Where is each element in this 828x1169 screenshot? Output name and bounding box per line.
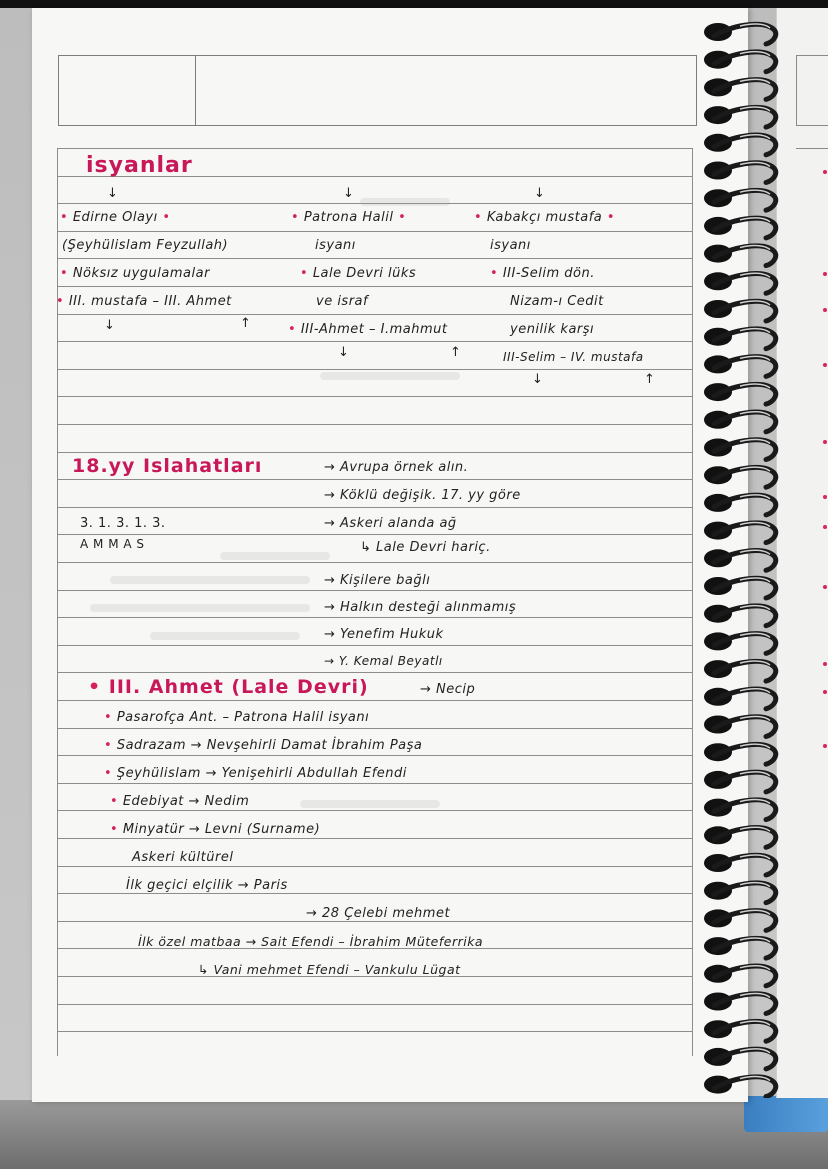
next-page-header-box — [796, 55, 828, 126]
islahat-letters: A M M A S — [80, 537, 145, 551]
bullet-icon: • — [157, 210, 171, 225]
isyan-col3-line2: isyanı — [490, 238, 531, 253]
ruled-line — [58, 479, 692, 480]
bullet-icon: • — [104, 710, 117, 725]
coil-ring — [704, 300, 776, 321]
ruled-line — [58, 369, 692, 370]
coil-ring — [704, 106, 776, 127]
bleed-through — [300, 800, 440, 808]
coil-ring — [704, 799, 776, 820]
coil-ring — [704, 217, 776, 238]
ruled-line — [58, 645, 692, 646]
isyan-col2-line3: • Lale Devri lüks — [300, 266, 417, 281]
coil-ring — [704, 937, 776, 958]
islahat-line8: → Y. Kemal Beyatlı — [324, 654, 443, 668]
ruled-line — [58, 314, 692, 315]
ruled-line — [58, 783, 692, 784]
coil-ring — [704, 51, 776, 72]
coil-ring — [704, 1076, 776, 1097]
coil-ring — [704, 826, 776, 847]
next-page-bullet — [823, 525, 827, 529]
bleed-through — [150, 632, 300, 640]
coil-ring — [704, 771, 776, 792]
bullet-icon: • — [110, 822, 123, 837]
down-arrow-icon: ↓ — [104, 318, 116, 333]
ahmet-bullet5: • Minyatür → Levni (Surname) — [110, 822, 321, 837]
coil-ring — [704, 854, 776, 875]
islahat-line2: → Köklü değişik. 17. yy göre — [324, 488, 521, 503]
ahmet-bullet2: • Sadrazam → Nevşehirli Damat İbrahim Paşa — [104, 738, 423, 753]
ruled-line — [58, 452, 692, 453]
isyan-col3-line5: yenilik karşı — [510, 322, 595, 337]
isyan-col3-line6: III-Selim – IV. mustafa — [503, 350, 644, 364]
coil-ring — [704, 660, 776, 681]
ahmet-line6: Askeri kültürel — [132, 850, 234, 865]
coil-ring — [704, 245, 776, 266]
next-page-bullet — [823, 662, 827, 666]
up-arrow-icon: ↑ — [644, 372, 656, 387]
ruled-line — [58, 1031, 692, 1032]
coil-ring — [704, 522, 776, 543]
bullet-icon: • — [88, 676, 109, 698]
ruled-line — [58, 838, 692, 839]
coil-ring — [704, 909, 776, 930]
coil-ring — [704, 162, 776, 183]
bullet-icon: • — [291, 210, 304, 225]
ruled-line — [58, 921, 692, 922]
bullet-icon: • — [393, 210, 407, 225]
coil-ring — [704, 965, 776, 986]
ruled-line — [58, 341, 692, 342]
header-box — [58, 55, 697, 126]
ruled-line — [58, 286, 692, 287]
bleed-through — [320, 372, 460, 380]
bleed-through — [110, 576, 310, 584]
down-arrow-icon: ↓ — [532, 372, 544, 387]
coil-ring — [704, 632, 776, 653]
ruled-line — [58, 700, 692, 701]
right-margin-line — [692, 148, 693, 1056]
bullet-icon: • — [60, 210, 73, 225]
bullet-icon: • — [490, 266, 503, 281]
ahmet-line8: → 28 Çelebi mehmet — [306, 906, 451, 921]
coil-ring — [704, 23, 776, 44]
next-page-bullet — [823, 272, 827, 276]
coil-ring — [704, 355, 776, 376]
coil-ring — [704, 383, 776, 404]
next-page-bullet — [823, 744, 827, 748]
spiral-binding — [700, 8, 784, 1098]
coil-ring — [704, 328, 776, 349]
ruled-line — [58, 755, 692, 756]
ruled-line — [58, 534, 692, 535]
next-page-bullet — [823, 440, 827, 444]
bullet-icon: • — [300, 266, 313, 281]
header-box-divider — [195, 55, 196, 125]
down-arrow-icon: ↓ — [107, 186, 119, 201]
bleed-through — [90, 604, 310, 612]
isyan-col1-line1: • Edirne Olayı • — [60, 210, 171, 225]
coil-ring — [704, 466, 776, 487]
bullet-icon: • — [60, 266, 73, 281]
bullet-icon: • — [110, 794, 123, 809]
isyanlar-title: isyanlar — [86, 153, 193, 178]
coil-ring — [704, 549, 776, 570]
isyan-col2-line2: isyanı — [315, 238, 356, 253]
ruled-line — [58, 148, 692, 149]
next-page-bullet — [823, 690, 827, 694]
next-page-bullet — [823, 585, 827, 589]
isyan-col1-line2: (Şeyhülislam Feyzullah) — [62, 238, 229, 253]
isyan-col3-line1: • Kabakçı mustafa • — [474, 210, 616, 225]
next-page-bullet — [823, 363, 827, 367]
coil-ring — [704, 716, 776, 737]
coil-ring — [704, 439, 776, 460]
islahat-numbers: 3. 1. 3. 1. 3. — [80, 516, 166, 531]
bleed-through — [360, 198, 450, 206]
isyan-col2-line1: • Patrona Halil • — [291, 210, 407, 225]
isyan-col3-line4: Nizam-ı Cedit — [510, 294, 604, 309]
next-page-line — [796, 148, 828, 149]
ruled-line — [58, 893, 692, 894]
next-page-bullet — [823, 170, 827, 174]
islahat-line1: → Avrupa örnek alın. — [324, 460, 469, 475]
up-arrow-icon: ↑ — [240, 316, 252, 331]
ruled-line — [58, 590, 692, 591]
ruled-line — [58, 810, 692, 811]
coil-ring — [704, 189, 776, 210]
ruled-line — [58, 728, 692, 729]
next-page-bullet — [823, 495, 827, 499]
ruled-line — [58, 507, 692, 508]
ruled-line — [58, 258, 692, 259]
ahmet-line7: İlk geçici elçilik → Paris — [126, 878, 288, 893]
coil-ring — [704, 993, 776, 1014]
coil-ring — [704, 1048, 776, 1069]
coil-ring — [704, 494, 776, 515]
isyan-col2-line5: • III-Ahmet – I.mahmut — [288, 322, 448, 337]
ahmet-title-note: → Necip — [420, 682, 476, 697]
coil-ring — [704, 688, 776, 709]
bullet-icon: • — [474, 210, 487, 225]
isyan-col2-line4: ve israf — [316, 294, 369, 309]
bullet-icon: • — [56, 294, 69, 309]
blue-object — [744, 1096, 828, 1132]
ruled-line — [58, 672, 692, 673]
coil-ring — [704, 272, 776, 293]
isyan-col3-line3: • III-Selim dön. — [490, 266, 595, 281]
left-margin-line — [57, 148, 58, 1056]
ruled-line — [58, 1004, 692, 1005]
coil-ring — [704, 1020, 776, 1041]
ruled-line — [58, 562, 692, 563]
islahat-line3: → Askeri alanda ağ — [324, 516, 457, 531]
bleed-through — [220, 552, 330, 560]
ruled-line — [58, 424, 692, 425]
up-arrow-icon: ↑ — [450, 345, 462, 360]
isyan-col1-line4: • III. mustafa – III. Ahmet — [56, 294, 232, 309]
bullet-icon: • — [104, 738, 117, 753]
down-arrow-icon: ↓ — [338, 345, 350, 360]
islahat-line5: → Kişilere bağlı — [324, 573, 431, 588]
bullet-icon: • — [602, 210, 616, 225]
coil-ring — [704, 134, 776, 155]
coil-ring — [704, 78, 776, 99]
bullet-icon: • — [288, 322, 301, 337]
ahmet-title: • III. Ahmet (Lale Devri) — [88, 676, 369, 698]
coil-ring — [704, 577, 776, 598]
ahmet-line9: İlk özel matbaa → Sait Efendi – İbrahim Müteferrika — [138, 934, 484, 949]
ruled-line — [58, 866, 692, 867]
bullet-icon: • — [104, 766, 117, 781]
down-arrow-icon: ↓ — [534, 186, 546, 201]
islahat-title: 18.yy Islahatları — [72, 455, 263, 477]
ruled-line — [58, 231, 692, 232]
islahat-line4: ↳ Lale Devri hariç. — [360, 540, 491, 555]
coil-ring — [704, 882, 776, 903]
desk-surface — [0, 1100, 828, 1169]
coil-ring — [704, 743, 776, 764]
ahmet-bullet3: • Şeyhülislam → Yenişehirli Abdullah Efendi — [104, 766, 407, 781]
ruled-line — [58, 396, 692, 397]
ahmet-bullet4: • Edebiyat → Nedim — [110, 794, 250, 809]
ruled-line — [58, 617, 692, 618]
coil-ring — [704, 605, 776, 626]
down-arrow-icon: ↓ — [343, 186, 355, 201]
ahmet-line10: ↳ Vani mehmet Efendi – Vankulu Lügat — [198, 962, 461, 977]
islahat-line6: → Halkın desteği alınmamış — [324, 600, 517, 615]
islahat-line7: → Yenefim Hukuk — [324, 627, 444, 642]
isyan-col1-line3: • Nöksız uygulamalar — [60, 266, 210, 281]
coil-ring — [704, 411, 776, 432]
next-page-bullet — [823, 308, 827, 312]
ahmet-bullet1: • Pasarofça Ant. – Patrona Halil isyanı — [104, 710, 370, 725]
